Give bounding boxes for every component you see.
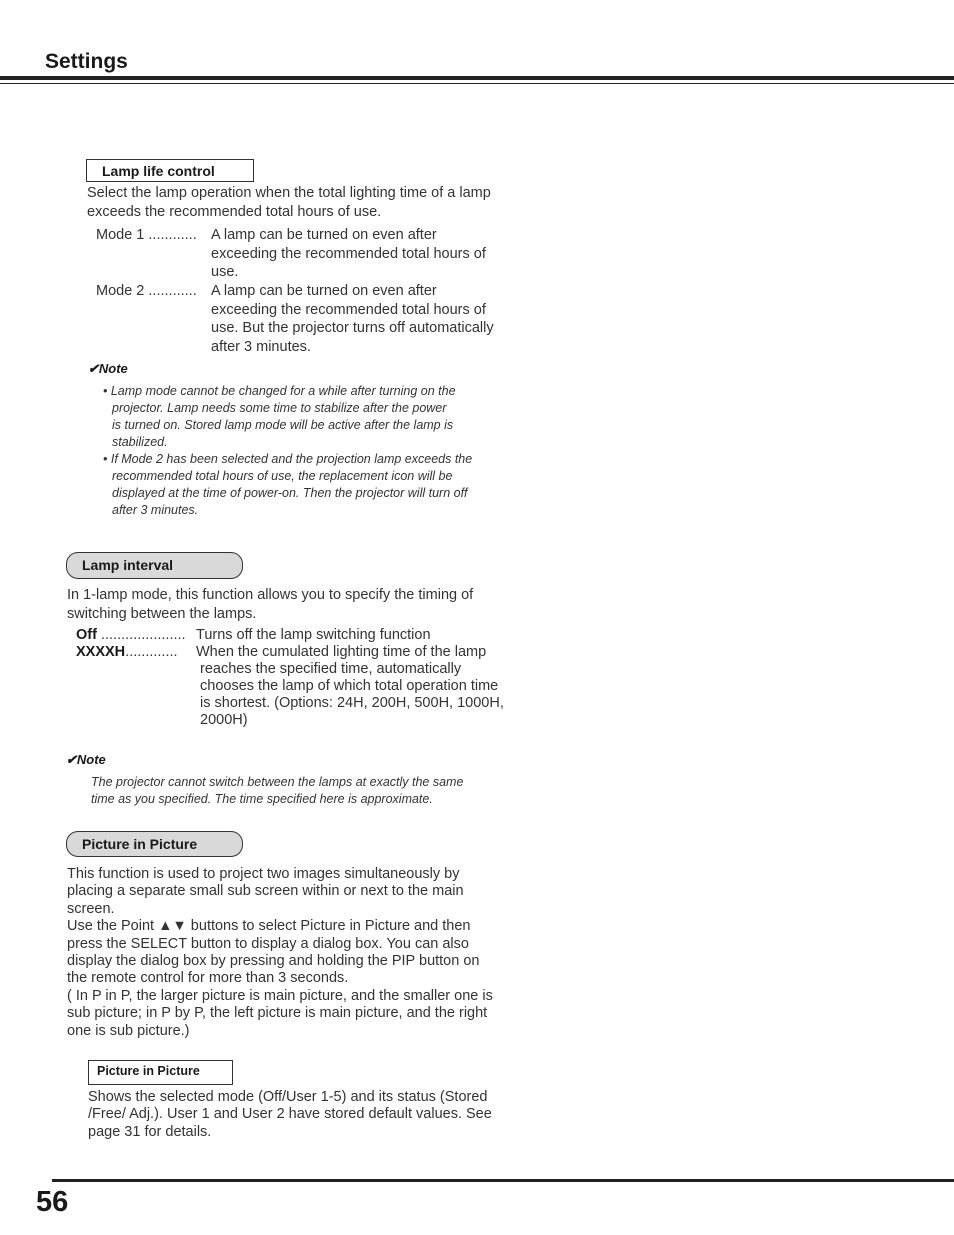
lamp-life-label: Lamp life control <box>86 159 254 182</box>
lamp-interval-intro: In 1-lamp mode, this function allows you to specify the timing of switching between the lamps. <box>67 587 474 622</box>
lamp-interval-off-desc: Turns off the lamp switching function <box>196 627 431 643</box>
lamp-interval-xxxxh-row: XXXXH............. <box>76 644 178 660</box>
header-rule-thin <box>0 83 954 84</box>
pip-sub-label: Picture in Picture <box>88 1060 233 1085</box>
footer-rule <box>52 1179 954 1182</box>
mode1-desc: A lamp can be turned on even after exceeding the recommended total hours of use. <box>211 227 486 280</box>
header-rule <box>0 76 954 80</box>
page-title: Settings <box>45 50 128 73</box>
mode1-key: Mode 1 ............ <box>96 227 197 243</box>
lamp-life-intro: Select the lamp operation when the total lighting time of a lamp exceeds the recommended total hours of use. <box>87 185 491 220</box>
page-number: 56 <box>36 1186 69 1218</box>
lamp-interval-label: Lamp interval <box>66 552 243 579</box>
pip-sub-description: Shows the selected mode (Off/User 1-5) and its status (Stored /Free/ Adj.). User 1 and User 2 have stored default values. See page 31 for details. <box>88 1089 492 1140</box>
lamp-interval-note-heading: ✔Note <box>66 752 106 767</box>
lamp-interval-xxxxh-desc: When the cumulated lighting time of the lamp reaches the specified time, automatically chooses the lamp of which total operation time is shortest. (Options: 24H, 200H, 500H, 1000H, 2000H) <box>196 644 504 728</box>
pip-label: Picture in Picture <box>66 831 243 857</box>
pip-description: This function is used to project two images simultaneously by placing a separate small sub screen within or next to the main screen. Use the Point ▲▼ buttons to select Picture in Picture and then press the SELECT button to display a dialog box. You can also display the dialog box by pressing and holding the PIP button on the remote control for more than 3 seconds. ( In P in P, the larger picture is main picture, and the smaller one is sub picture; in P by P, the left picture is main picture, and the right one is sub picture.) <box>67 866 493 1039</box>
mode2-desc: A lamp can be turned on even after exceeding the recommended total hours of use. But the projector turns off automatically after 3 minutes. <box>211 283 494 355</box>
lamp-life-note-heading: ✔Note <box>88 361 128 376</box>
lamp-interval-note: The projector cannot switch between the lamps at exactly the same time as you specified. The time specified here is approximate. <box>91 775 464 806</box>
mode2-key: Mode 2 ............ <box>96 283 197 299</box>
lamp-life-note-1: • Lamp mode cannot be changed for a while after turning on the projector. Lamp needs some time to stabilize after the power is turned on. Stored lamp mode will be active after the lamp is stabilized. • If Mode 2 has been selected and the projection lamp exceeds the recommended total hours of use, the replacement icon will be displayed at the time of power-on. Then the projector will turn off after 3 minutes. <box>103 384 473 517</box>
lamp-interval-off-row: Off ..................... <box>76 627 186 643</box>
